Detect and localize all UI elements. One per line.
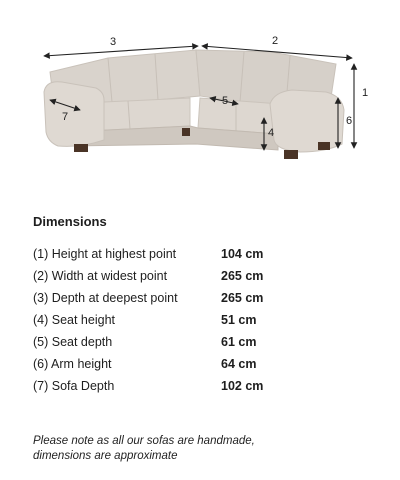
- dimension-row-width: [33, 265, 373, 287]
- dimension-value: 265 cm: [221, 291, 264, 305]
- dimensions-heading: Dimensions: [33, 214, 107, 229]
- dimension-label: (5) Seat depth: [33, 335, 113, 349]
- dimension-row-height: [33, 243, 373, 265]
- dim-label-7: 7: [62, 111, 69, 123]
- dim-label-3: 3: [110, 36, 117, 48]
- disclaimer-line-1: Please note as all our sofas are handmade,: [33, 435, 255, 447]
- dimension-value: 61 cm: [221, 335, 257, 349]
- dimension-label: (6) Arm height: [33, 357, 112, 371]
- dim-label-2: 2: [272, 35, 279, 47]
- dimension-label: (2) Width at widest point: [33, 269, 168, 283]
- dim-label-6: 6: [346, 115, 353, 127]
- dimension-value: 102 cm: [221, 379, 264, 393]
- dimension-row-depth: [33, 287, 373, 309]
- dimension-value: 265 cm: [221, 269, 264, 283]
- dimension-value: 104 cm: [221, 247, 264, 261]
- dimension-label: (3) Depth at deepest point: [33, 291, 178, 305]
- dimension-label: (1) Height at highest point: [33, 247, 177, 261]
- dimension-row-seat-depth: [33, 331, 373, 353]
- dim-label-1: 1: [362, 87, 369, 99]
- dimension-value: 51 cm: [221, 313, 257, 327]
- handmade-disclaimer: [33, 434, 373, 464]
- dimension-label: (4) Seat height: [33, 313, 115, 327]
- corner-sofa-illustration: [44, 50, 344, 159]
- dimension-label: (7) Sofa Depth: [33, 379, 115, 393]
- dimension-row-arm-height: [33, 353, 373, 375]
- dim-label-5: 5: [222, 95, 229, 107]
- dim-label-4: 4: [268, 127, 275, 139]
- sofa-dimension-diagram: [0, 0, 400, 190]
- dimension-value: 64 cm: [221, 357, 257, 371]
- dimension-row-seat-height: [33, 309, 373, 331]
- dimensions-list: [33, 243, 373, 397]
- dimension-row-sofa-depth: [33, 375, 373, 397]
- disclaimer-line-2: dimensions are approximate: [33, 450, 178, 462]
